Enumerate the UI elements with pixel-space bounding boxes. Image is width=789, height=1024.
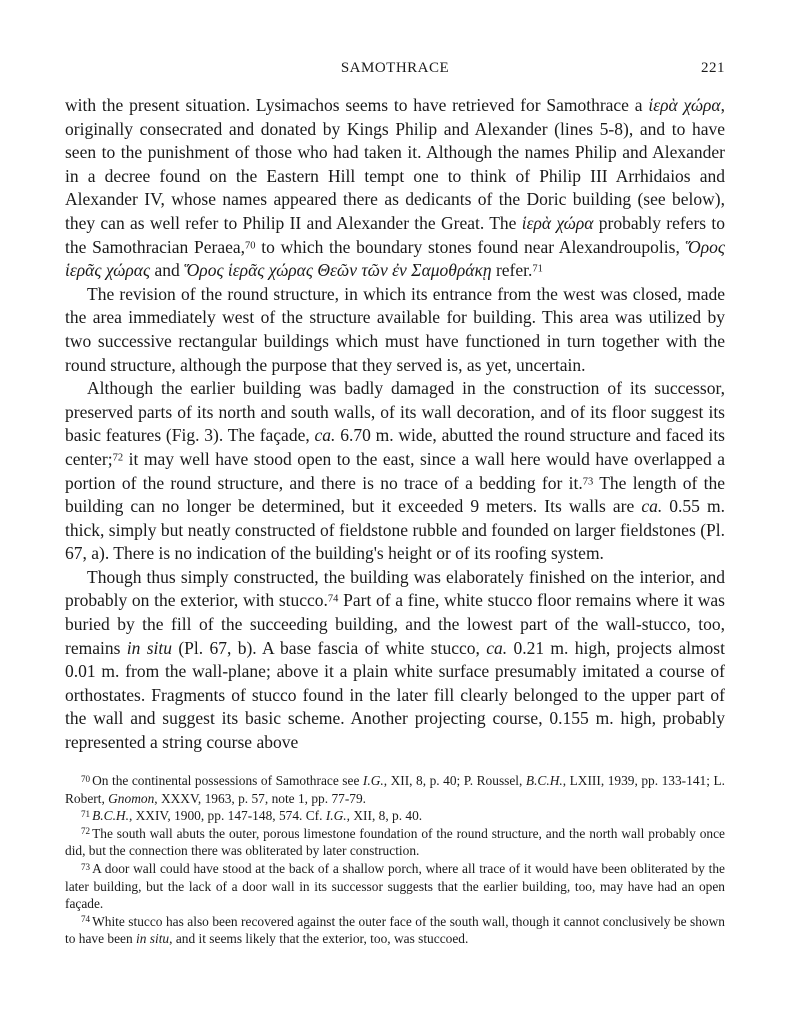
main-text xyxy=(65,94,725,755)
italic-text: B.C.H. xyxy=(92,808,129,824)
paragraph xyxy=(65,283,725,377)
text-run: , XXIV, 1900, pp. 147-148, 574. Cf. xyxy=(128,808,326,824)
italic-text: in situ xyxy=(126,637,172,658)
footnote xyxy=(65,772,725,807)
text-run: A door wall could have stood at the back of a shallow porch, where all trace of it would have been obliterated by the later building, but the lack of a door wall in its successor suggests that the earlier building, too, may have had an open façade. xyxy=(65,860,725,912)
text-run: Although the earlier building was badly damaged in the construction of its successor, preserved parts of its north and south walls, of its wall decoration, and of its floor suggest its basic features (Fig. 3). The façade, xyxy=(65,378,725,446)
text-run: with the present situation. Lysimachos seems to have retrieved for Samothrace a xyxy=(65,95,649,115)
italic-text: I.G. xyxy=(362,773,384,788)
italic-text: Ὅρος ἱερᾶς χώρας Θεῶν τῶν ἐν Σαμοθράκῃ xyxy=(184,260,492,281)
text-run: White stucco has also been recovered against the outer face of the south wall, though it cannot conclusively be shown to have been xyxy=(65,913,725,947)
italic-text: I.G. xyxy=(325,808,347,824)
running-head: SAMOTHRACE xyxy=(340,60,450,76)
text-run: it may well have stood open to the east, since a wall here would have overlapped a portion of the round structure, and there is no trace of a bedding for it. xyxy=(65,448,725,493)
footnote-number: 74 xyxy=(81,914,91,925)
paragraph xyxy=(65,377,725,566)
text-run: The length of the building can no longer be determined, but it exceeded 9 meters. Its walls are xyxy=(65,472,725,517)
text-run: , LXIII, 1939, pp. 133-141; L. Robert, xyxy=(65,773,725,806)
text-run: The south wall abuts the outer, porous limestone foundation of the round structure, and the north wall probably once did, but the connection there was obliterated by later construction. xyxy=(65,825,725,859)
italic-text: Ὅρος ἱερᾶς χώρας xyxy=(65,236,725,281)
text-run: The revision of the round structure, in which its entrance from the west was closed, made the area immediately west of the structure available for building. This area was utilized by two successive rectangular buildings which must have functioned in turn together with the round structure, although the purpose that they served is, as yet, uncertain. xyxy=(65,283,725,375)
text-run: , XII, 8, p. 40. xyxy=(346,808,423,824)
footnote xyxy=(65,860,725,913)
paragraph xyxy=(65,566,725,755)
text-run: probably refers to the Samothracian Peraea, xyxy=(65,212,725,257)
text-run: Though thus simply constructed, the building was elaborately finished on the interior, and probably on the exterior, with stucco. xyxy=(65,566,725,611)
italic-text: ca. xyxy=(641,496,663,517)
italic-text: ca. xyxy=(486,637,508,658)
text-run: to which the boundary stones found near Alexandroupolis, xyxy=(255,236,686,257)
text-run: , and it seems likely that the exterior, too, was stuccoed. xyxy=(169,931,469,947)
footnote-ref: 72 xyxy=(112,452,124,464)
italic-text: B.C.H. xyxy=(525,773,563,788)
text-run: , XII, 8, p. 40; P. Roussel, xyxy=(383,773,526,788)
footnote-ref: 71 xyxy=(532,263,543,275)
footnote xyxy=(65,807,725,825)
footnote-ref: 74 xyxy=(327,593,339,605)
page-number: 221 xyxy=(701,60,725,76)
footnotes xyxy=(65,772,725,948)
text-run: , originally consecrated and donated by Kings Philip and Alexander (lines 5-8), and to have seen to the punishment of those who had taken it. Although the names Philip and Alexander in a decree found on the Eastern Hill tempt one to think of Philip III Arrhidaios and Alexander IV, whose names appeared there as dedicants of the Doric building (see below), they can as well refer to Philip II and Alexander the Great. The xyxy=(65,95,725,233)
footnote-number: 70 xyxy=(81,773,91,784)
footnote-number: 73 xyxy=(81,861,91,872)
text-run: 6.70 m. wide, abutted the round structure and faced its center; xyxy=(65,425,725,469)
footnote-number: 72 xyxy=(81,826,91,837)
italic-text: ἱερὰ χώρα xyxy=(521,212,594,233)
page-header xyxy=(65,60,725,82)
text-run: and xyxy=(150,260,185,281)
footnote xyxy=(65,913,725,948)
text-run: refer. xyxy=(491,260,533,281)
footnote xyxy=(65,825,725,860)
text-run: , XXXV, 1963, p. 57, note 1, pp. 77-79. xyxy=(154,790,367,806)
italic-text: ca. xyxy=(314,425,336,446)
italic-text: Gnomon xyxy=(108,790,155,806)
paragraph xyxy=(65,94,725,283)
text-run: On the continental possessions of Samothrace see xyxy=(92,773,363,788)
italic-text: ἱερὰ χώρα xyxy=(648,95,721,115)
text-run: 0.55 m. thick, simply but neatly constructed of fieldstone rubble and founded on larger fieldstones (Pl. 67, a). There is no indication of the building's height or of its roofing system. xyxy=(65,496,725,564)
italic-text: in situ xyxy=(136,931,170,947)
text-run: (Pl. 67, b). A base fascia of white stucco, xyxy=(172,637,487,658)
footnote-ref: 70 xyxy=(245,239,256,251)
footnote-ref: 73 xyxy=(582,475,594,487)
footnote-number: 71 xyxy=(81,808,91,819)
text-run: Part of a fine, white stucco floor remains where it was buried by the fill of the succeeding building, and the lowest part of the wall-stucco, too, remains xyxy=(65,590,725,658)
text-run: 0.21 m. high, projects almost 0.01 m. from the wall-plane; above it a plain white surface presumably imitated a course of orthostates. Fragments of stucco found in the later fill clearly belonged to the upper part of the wall and suggest its basic scheme. Another projecting course, 0.155 m. high, probably represented a string course above xyxy=(65,637,725,753)
